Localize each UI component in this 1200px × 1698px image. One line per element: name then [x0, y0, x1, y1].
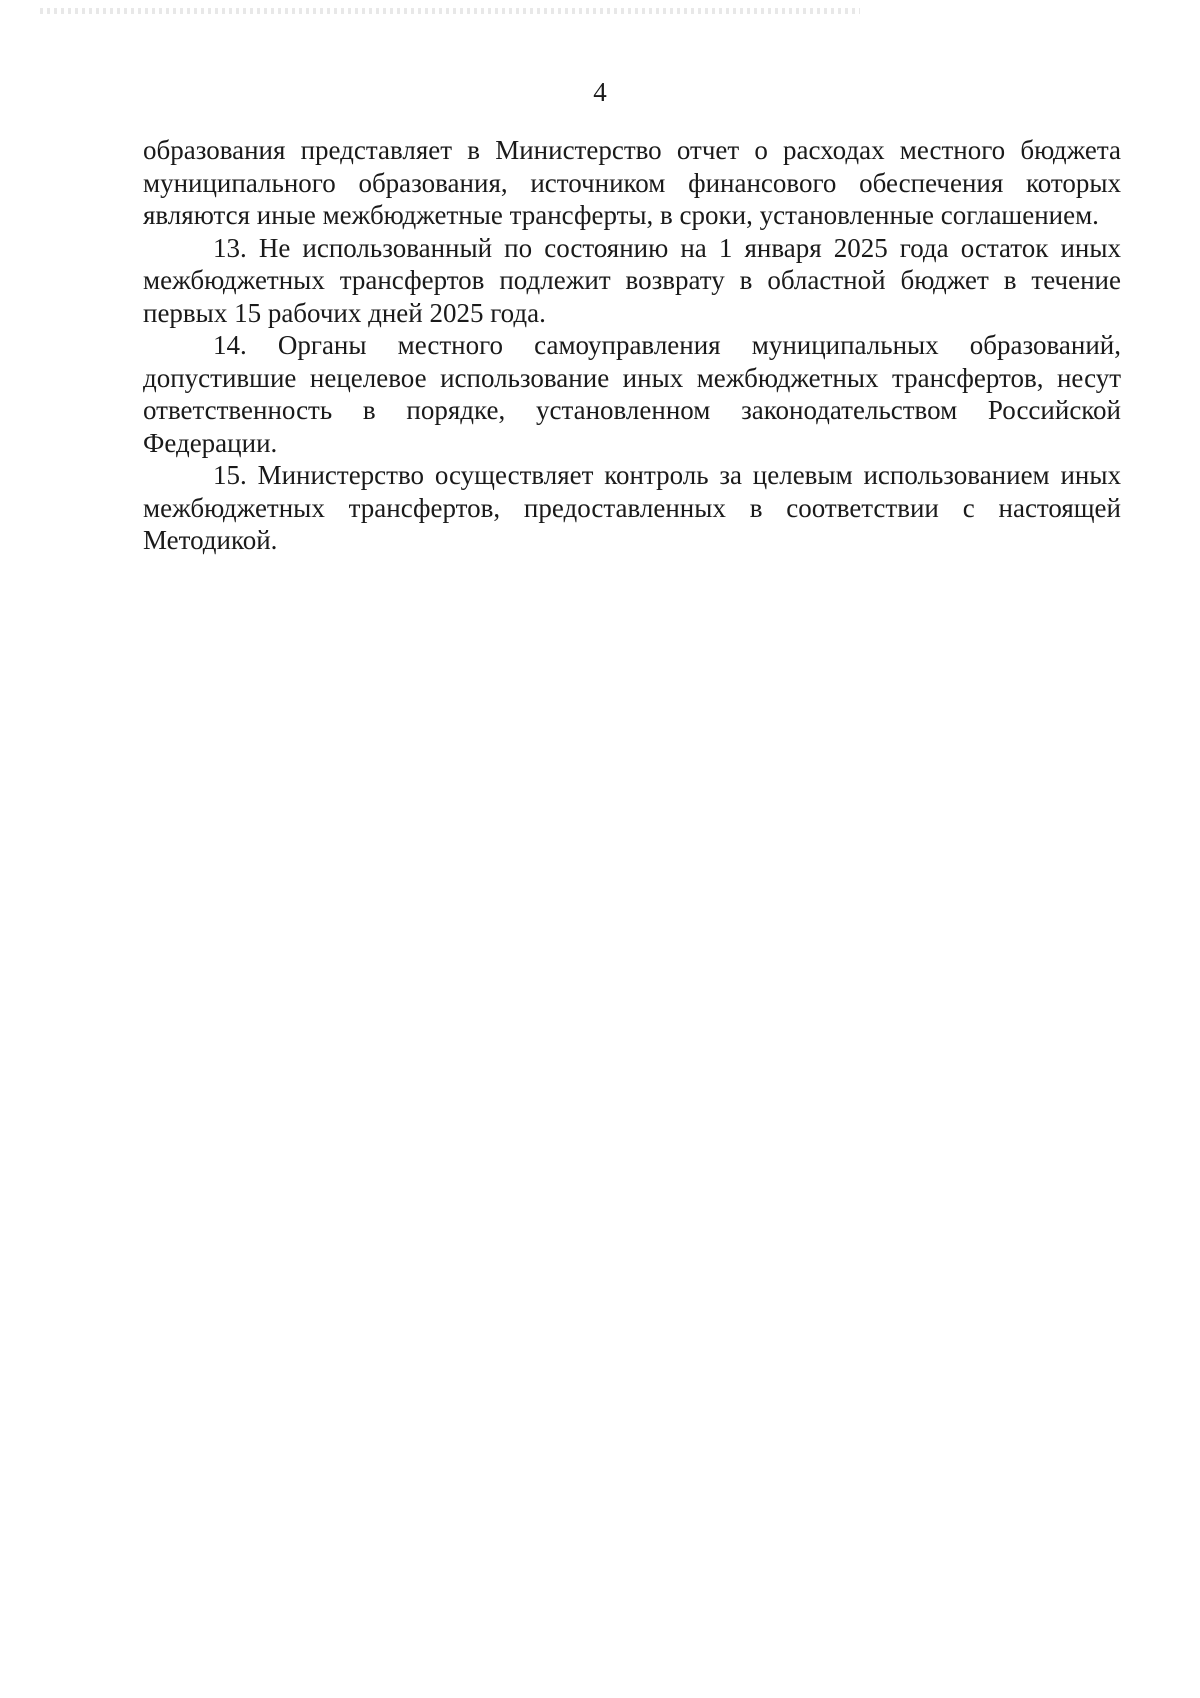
paragraph-14: 14. Органы местного самоуправления муниципальных образований, допустившие нецелевое использование иных межбюджетных трансфертов, несут ответственность в порядке, установленном законодательством Российской Федерации. — [143, 330, 1121, 458]
paragraph-continuation: образования представляет в Министерство отчет о расходах местного бюджета муниципального образования, источником финансового обеспечения которых являются иные межбюджетные трансферты, в сроки, установленные соглашением. — [143, 135, 1121, 230]
paragraph-13: 13. Не использованный по состоянию на 1 января 2025 года остаток иных межбюджетных трансфертов подлежит возврату в областной бюджет в течение первых 15 рабочих дней 2025 года. — [143, 232, 1121, 328]
document-body — [143, 134, 1121, 557]
paragraph-15: 15. Министерство осуществляет контроль за целевым использованием иных межбюджетных трансфертов, предоставленных в соответствии с настоящей Методикой. — [143, 460, 1121, 555]
scan-artifact — [40, 8, 860, 14]
page-number: 4 — [593, 77, 607, 107]
